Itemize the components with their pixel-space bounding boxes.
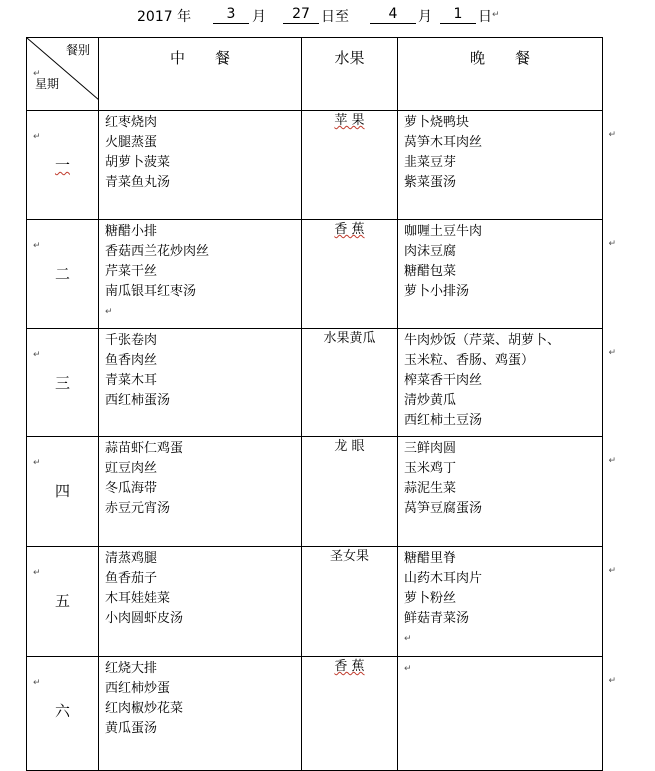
lunch-cell — [99, 547, 302, 657]
fruit-cell — [302, 220, 398, 329]
dish: 赤豆元宵汤 — [105, 501, 171, 516]
paragraph-mark-icon: ↵ — [33, 678, 41, 688]
weekday-cell — [27, 437, 99, 547]
paragraph-mark-icon: ↵ — [33, 69, 41, 79]
day-label: 日 — [478, 9, 492, 25]
dish: 青菜鱼丸汤 — [105, 175, 171, 190]
column-header-fruit: 水果 — [302, 38, 398, 111]
paragraph-mark-icon: ↵ — [608, 130, 616, 140]
day-row — [27, 657, 603, 771]
dish: 肉沫豆腐 — [404, 244, 457, 259]
lunch-cell — [99, 329, 302, 437]
dish: 红肉椒炒花菜 — [105, 701, 184, 716]
dish: 西红柿蛋汤 — [105, 393, 171, 408]
lunch-cell — [99, 111, 302, 220]
dish: 胡萝卜菠菜 — [105, 155, 171, 170]
fruit-cell — [302, 657, 398, 771]
dish: 山药木耳肉片 — [404, 571, 483, 586]
dinner-cell — [398, 111, 616, 220]
month-label-2: 月 — [418, 9, 432, 25]
dish: 蒜苗虾仁鸡蛋 — [105, 441, 184, 456]
fruit: 龙 眼 — [334, 439, 365, 454]
dish: 糖醋里脊 — [404, 551, 457, 566]
dish: 紫菜蛋汤 — [404, 175, 457, 190]
day-row — [27, 547, 603, 657]
paragraph-mark-icon: ↵ — [33, 350, 41, 360]
dish: 玉米粒、香肠、鸡蛋） — [404, 353, 535, 368]
paragraph-mark-icon: ↵ — [608, 239, 616, 249]
dish: 玉米鸡丁 — [404, 461, 457, 476]
paragraph-mark-icon: ↵ — [33, 241, 41, 251]
day-row — [27, 220, 603, 329]
fruit-cell — [302, 547, 398, 657]
lunch-cell — [99, 437, 302, 547]
dish: 鱼香茄子 — [105, 571, 158, 586]
paragraph-mark-icon: ↵ — [404, 634, 412, 644]
dinner-cell — [398, 220, 616, 329]
day-to-label: 日至 — [321, 9, 349, 25]
dinner-cell — [398, 437, 616, 547]
dish: 清蒸鸡腿 — [105, 551, 158, 566]
weekday-cell — [27, 220, 99, 329]
paragraph-mark-icon: ↵ — [33, 458, 41, 468]
paragraph-mark-icon: ↵ — [608, 566, 616, 576]
corner-weekday-label: 星期 — [35, 77, 60, 91]
weekday-cell — [27, 657, 99, 771]
end-month: 4 — [370, 6, 416, 24]
dish: 黄瓜蛋汤 — [105, 721, 158, 736]
start-month: 3 — [213, 6, 249, 24]
column-header-dinner: 晚 餐 — [398, 38, 603, 111]
dish: 南瓜银耳红枣汤 — [105, 284, 197, 299]
column-header-lunch: 中 餐 — [99, 38, 302, 111]
fruit: 香 蕉 — [334, 659, 365, 674]
weekday-label: 四 — [54, 482, 70, 500]
weekday-label: 六 — [54, 702, 70, 720]
paragraph-mark-icon: ↵ — [105, 307, 113, 317]
lunch-cell — [99, 657, 302, 771]
dish: 芹菜干丝 — [105, 264, 158, 279]
paragraph-mark-icon: ↵ — [608, 676, 616, 686]
dish: 冬瓜海带 — [105, 481, 158, 496]
start-day: 27 — [283, 6, 319, 24]
dish: 萝卜粉丝 — [404, 591, 457, 606]
weekday-cell — [27, 329, 99, 437]
dish: 莴笋豆腐蛋汤 — [404, 501, 483, 516]
paragraph-mark-icon: ↵ — [608, 348, 616, 358]
dish: 青菜木耳 — [105, 373, 158, 388]
dish: 小肉圆虾皮汤 — [105, 611, 184, 626]
dish: 西红柿炒蛋 — [105, 681, 171, 696]
fruit: 水果黄瓜 — [323, 331, 376, 346]
dish: 糖醋小排 — [105, 224, 158, 239]
fruit: 香 蕉 — [334, 222, 365, 237]
dinner-cell — [398, 657, 616, 771]
paragraph-mark-icon: ↵ — [492, 10, 500, 20]
dish: 咖喱土豆牛肉 — [404, 224, 483, 239]
month-label-1: 月 — [252, 9, 266, 25]
corner-cell — [27, 38, 99, 111]
end-day: 1 — [440, 6, 476, 24]
dish: 萝卜小排汤 — [404, 284, 470, 299]
dish: 火腿蒸蛋 — [105, 135, 158, 150]
dish: 豇豆肉丝 — [105, 461, 158, 476]
header-row — [27, 38, 603, 111]
dish: 香菇西兰花炒肉丝 — [105, 244, 210, 259]
dinner-cell — [398, 329, 616, 437]
paragraph-mark-icon: ↵ — [33, 132, 41, 142]
fruit-cell — [302, 111, 398, 220]
weekday-label: 一 — [54, 156, 70, 174]
dish: 木耳娃娃菜 — [105, 591, 171, 606]
fruit-cell — [302, 437, 398, 547]
dinner-cell — [398, 547, 616, 657]
fruit: 苹 果 — [334, 113, 365, 128]
dish: 韭菜豆芽 — [404, 155, 457, 170]
dish: 萝卜烧鸭块 — [404, 115, 470, 130]
paragraph-mark-icon: ↵ — [33, 568, 41, 578]
weekday-cell — [27, 111, 99, 220]
dish: 千张卷肉 — [105, 333, 158, 348]
dish: 鲜菇青菜汤 — [404, 611, 470, 626]
dish: 莴笋木耳肉丝 — [404, 135, 483, 150]
paragraph-mark-icon: ↵ — [404, 664, 412, 674]
paragraph-mark-icon: ↵ — [608, 456, 616, 466]
dish: 鱼香肉丝 — [105, 353, 158, 368]
weekly-menu-table — [26, 37, 616, 771]
day-row — [27, 329, 603, 437]
dish: 三鲜肉圆 — [404, 441, 457, 456]
lunch-cell — [99, 220, 302, 329]
weekday-label: 二 — [54, 265, 70, 283]
weekday-label: 三 — [54, 374, 70, 392]
dish: 清炒黄瓜 — [404, 393, 457, 408]
weekday-cell — [27, 547, 99, 657]
fruit-cell — [302, 329, 398, 437]
dish: 牛肉炒饭（芹菜、胡萝卜、 — [404, 333, 561, 348]
weekday-label: 五 — [54, 592, 70, 610]
day-row — [27, 437, 603, 547]
dish: 红烧大排 — [105, 661, 158, 676]
corner-meal-label: 餐别 — [65, 43, 90, 57]
dish: 红枣烧肉 — [105, 115, 158, 130]
day-row — [27, 111, 603, 220]
fruit: 圣女果 — [329, 549, 369, 564]
year: 2017 年 — [137, 9, 192, 25]
dish: 榨菜香干肉丝 — [404, 373, 483, 388]
dish: 蒜泥生菜 — [404, 481, 457, 496]
dish: 西红柿土豆汤 — [404, 413, 483, 428]
dish: 糖醋包菜 — [404, 264, 457, 279]
